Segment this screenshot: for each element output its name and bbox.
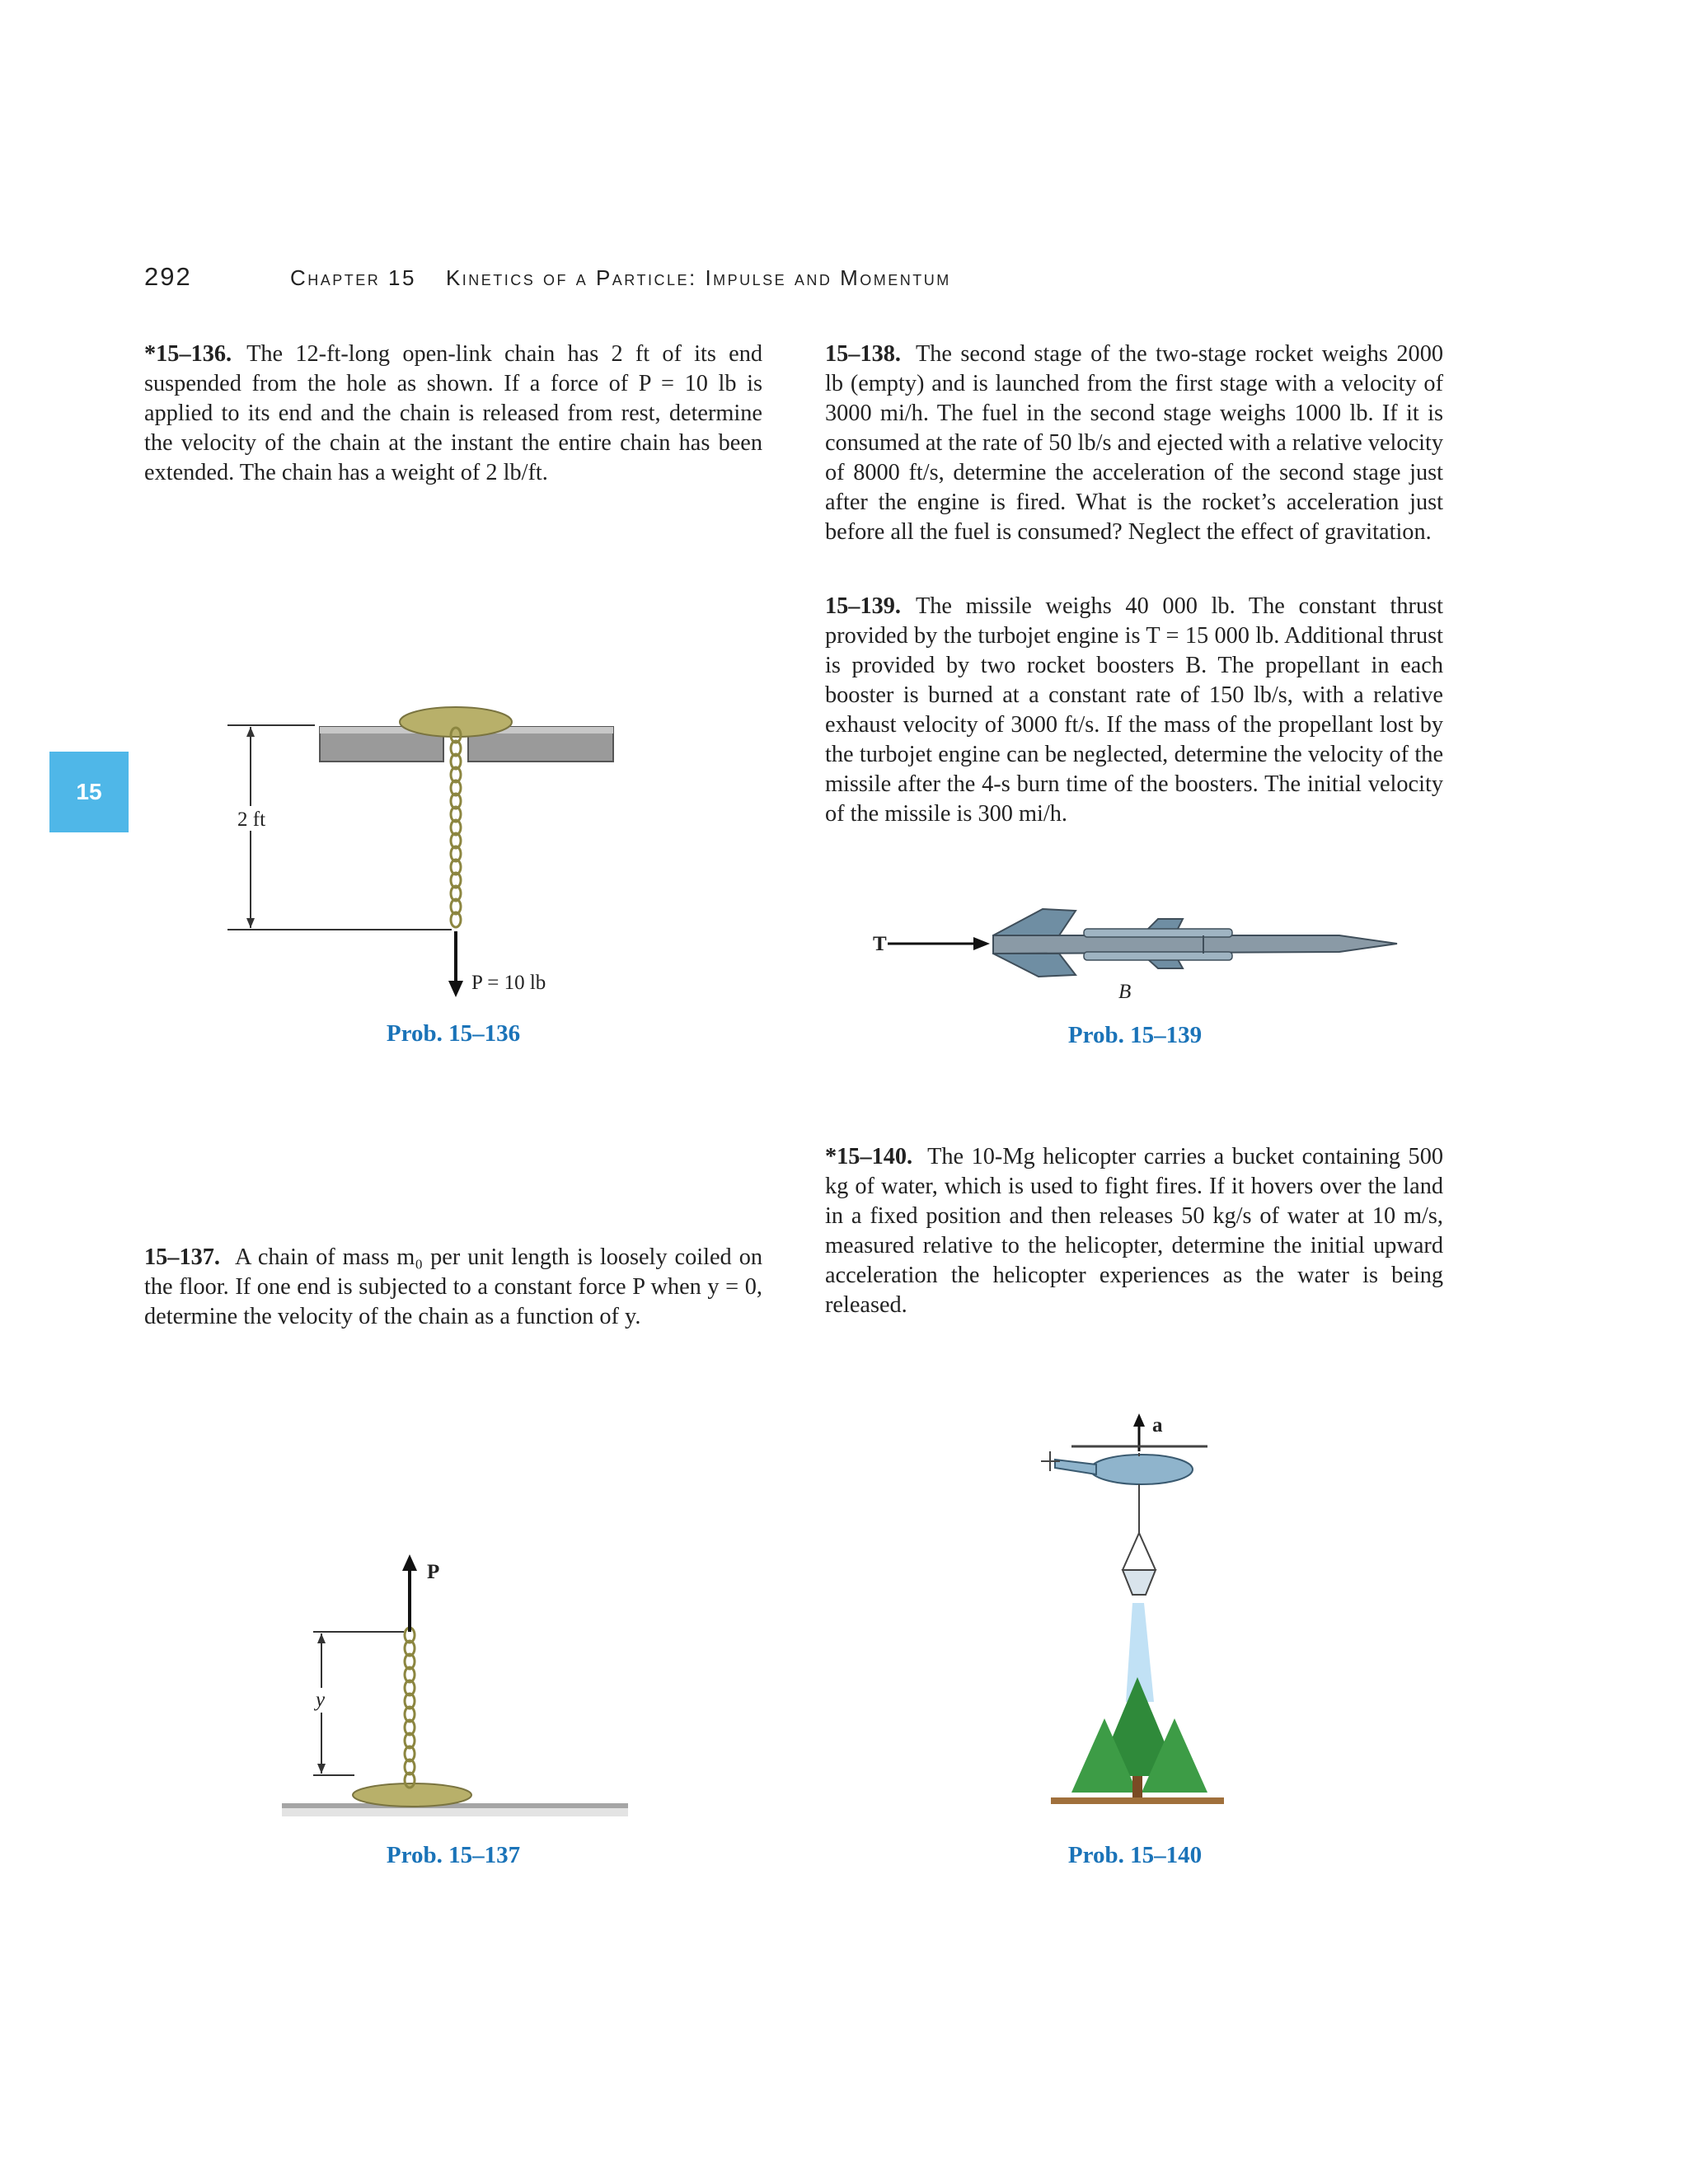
problem-15-139 xyxy=(825,592,1443,829)
water-bucket xyxy=(1123,1533,1156,1595)
problem-text: The missile weighs 40 000 lb. The constant thrust provided by the turbojet engine is T = 15 000 lb. Additional thrust is provided by two rocket boosters B. The propellant in each booster is burned at a constant rate of 150 lb/s, with a relative exhaust velocity of 3000 ft/s. If the mass of the propellant lost by the turbojet engine can be neglected, determine the velocity of the missile after the 4-s burn time of the boosters. The initial velocity of the missile is 300 mi/h. xyxy=(825,593,1443,827)
problem-text: The second stage of the two-stage rocket weighs 2000 lb (empty) and is launched from the first stage with a velocity of 3000 mi/h. The fuel in the second stage weighs 1000 lb. If it is consumed at the rate of 50 lb/s and ejected with a relative velocity of 8000 ft/s, determine the acceleration of the second stage just after the engine is fired. What is the rocket’s acceleration just before all the fuel is consumed? Neglect the effect of gravitation. xyxy=(825,341,1443,545)
problem-15-138 xyxy=(825,340,1443,547)
problem-15-136 xyxy=(144,340,762,488)
problem-15-137 xyxy=(144,1243,762,1332)
problem-number: 15–137. xyxy=(144,1244,220,1270)
problem-number: *15–136. xyxy=(144,341,232,367)
chapter-title: Kinetics of a Particle: Impulse and Momentum xyxy=(445,265,951,290)
problem-number: 15–138. xyxy=(825,341,901,367)
figure-caption-15-139: Prob. 15–139 xyxy=(1067,1022,1203,1048)
problem-15-140 xyxy=(825,1142,1443,1320)
missile xyxy=(993,909,1397,977)
chapter-label: Chapter 15 xyxy=(290,265,416,290)
figure-caption-15-140: Prob. 15–140 xyxy=(1067,1842,1203,1868)
problem-text: A chain of mass m₀ per unit length is loosely coiled on the floor. If one end is subjected to a constant force P when y = 0, determine the velocity of the chain as a function of y. xyxy=(144,1244,762,1329)
figure-15-139 xyxy=(870,886,1405,1018)
ground xyxy=(1051,1797,1224,1804)
problem-text: The 12-ft-long open-link chain has 2 ft of its end suspended from the hole as shown. If a force of P = 10 lb is applied to its end and the chain is released from rest, determine the velocity of the chain at the instant the entire chain has been extended. The chain has a weight of 2 lb/ft. xyxy=(144,341,762,485)
booster-label: B xyxy=(1118,981,1132,1003)
chapter-tab: 15 xyxy=(49,752,129,832)
thrust-label: T xyxy=(873,933,887,955)
figure-15-137 xyxy=(272,1549,635,1830)
dimension-label: 2 ft xyxy=(237,808,266,831)
page-number: 292 xyxy=(144,262,192,291)
trees xyxy=(1071,1677,1207,1801)
problem-number: 15–139. xyxy=(825,593,901,619)
running-head xyxy=(290,265,951,291)
page-header xyxy=(144,262,1545,295)
figure-caption-15-137: Prob. 15–137 xyxy=(386,1842,521,1868)
problem-text: The 10-Mg helicopter carries a bucket containing 500 kg of water, which is used to fight fires. If it hovers over the land in a fixed position and then releases 50 kg/s of water at 10 m/s, measured relative to the helicopter, determine the initial upward acceleration the helicopter experiences as the water is being released. xyxy=(825,1144,1443,1318)
floor xyxy=(282,1803,628,1808)
hanging-chain xyxy=(451,728,461,927)
problem-number: *15–140. xyxy=(825,1144,913,1169)
rising-chain xyxy=(405,1628,415,1788)
figure-caption-15-136: Prob. 15–136 xyxy=(386,1020,521,1047)
chain-pile xyxy=(400,707,512,737)
dimension-label: y xyxy=(316,1689,326,1711)
force-label: P xyxy=(427,1561,440,1583)
figure-15-140 xyxy=(1039,1405,1236,1834)
helicopter xyxy=(1041,1446,1207,1484)
force-label: P = 10 lb xyxy=(471,972,546,994)
acceleration-label: a xyxy=(1152,1414,1163,1436)
figure-15-136 xyxy=(223,684,635,1014)
